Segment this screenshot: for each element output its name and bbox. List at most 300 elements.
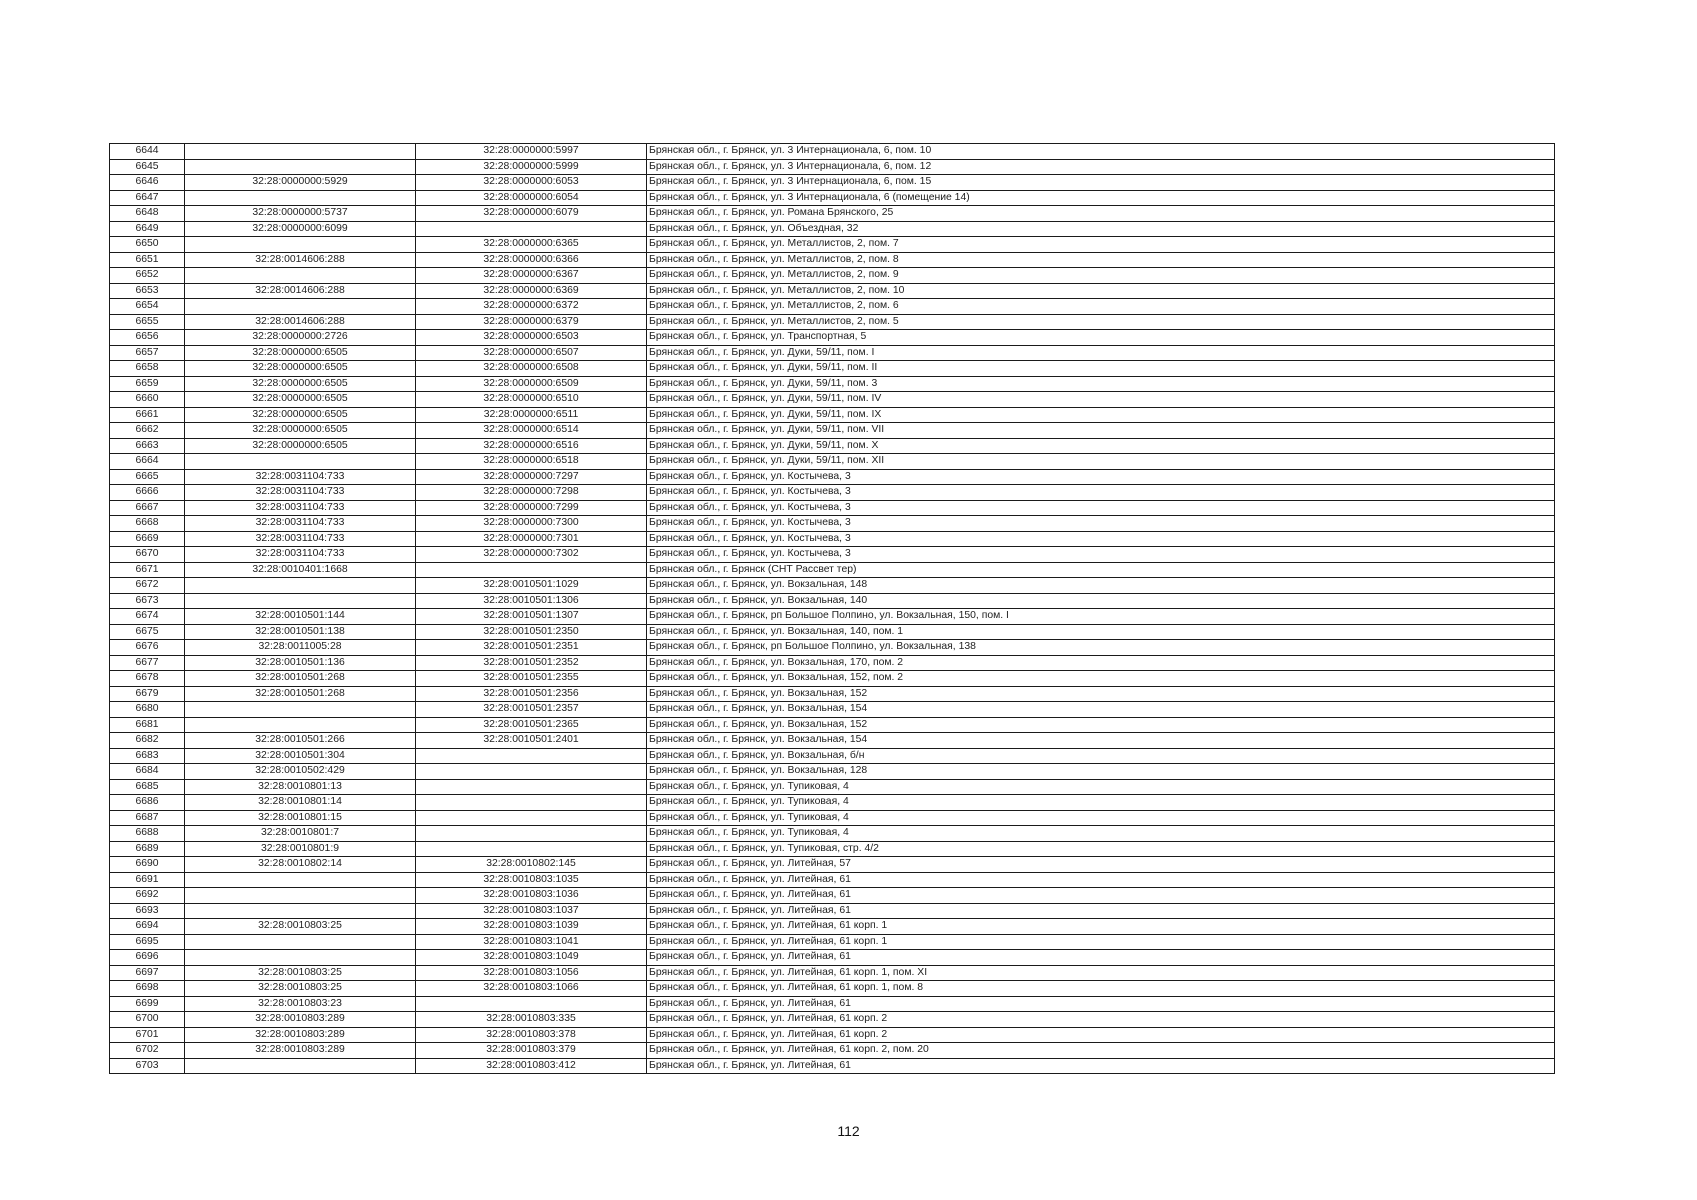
cadastral-number-object-cell: 32:28:0000000:7297: [416, 469, 647, 485]
address-cell: Брянская обл., г. Брянск, ул. Литейная, 61 корп. 1: [647, 934, 1555, 950]
row-number-cell: 6662: [110, 423, 185, 439]
table-row: [110, 531, 1555, 547]
cadastral-number-parent-cell: 32:28:0010401:1668: [185, 562, 416, 578]
cadastral-number-parent-cell: 32:28:0014606:288: [185, 314, 416, 330]
cadastral-number-object-cell: [416, 748, 647, 764]
table-row: [110, 888, 1555, 904]
cadastral-number-object-cell: 32:28:0010803:1041: [416, 934, 647, 950]
row-number-cell: 6677: [110, 655, 185, 671]
address-cell: Брянская обл., г. Брянск, ул. 3 Интернационала, 6, пом. 15: [647, 175, 1555, 191]
table-row: [110, 826, 1555, 842]
row-number-cell: 6682: [110, 733, 185, 749]
cadastral-number-object-cell: 32:28:0000000:6516: [416, 438, 647, 454]
row-number-cell: 6693: [110, 903, 185, 919]
address-cell: Брянская обл., г. Брянск, ул. 3 Интернационала, 6, пом. 10: [647, 144, 1555, 160]
table-row: [110, 655, 1555, 671]
table-row: [110, 469, 1555, 485]
table-row: [110, 624, 1555, 640]
table-row: [110, 748, 1555, 764]
cadastral-number-object-cell: 32:28:0010803:1056: [416, 965, 647, 981]
address-cell: Брянская обл., г. Брянск, ул. Объездная, 32: [647, 221, 1555, 237]
cadastral-number-parent-cell: 32:28:0011005:28: [185, 640, 416, 656]
address-cell: Брянская обл., г. Брянск, ул. Литейная, 61: [647, 903, 1555, 919]
cadastral-number-object-cell: 32:28:0010501:2351: [416, 640, 647, 656]
address-cell: Брянская обл., г. Брянск, ул. Костычева, 3: [647, 485, 1555, 501]
cadastral-number-parent-cell: 32:28:0000000:5929: [185, 175, 416, 191]
row-number-cell: 6660: [110, 392, 185, 408]
registry-table-body: [110, 144, 1555, 1074]
cadastral-number-parent-cell: 32:28:0010501:138: [185, 624, 416, 640]
registry-table: [109, 143, 1555, 1074]
row-number-cell: 6673: [110, 593, 185, 609]
row-number-cell: 6655: [110, 314, 185, 330]
address-cell: Брянская обл., г. Брянск, ул. Вокзальная, 170, пом. 2: [647, 655, 1555, 671]
address-cell: Брянская обл., г. Брянск, ул. Литейная, 61: [647, 950, 1555, 966]
row-number-cell: 6652: [110, 268, 185, 284]
table-row: [110, 841, 1555, 857]
cadastral-number-object-cell: 32:28:0000000:7300: [416, 516, 647, 532]
cadastral-number-object-cell: 32:28:0010501:2365: [416, 717, 647, 733]
cadastral-number-object-cell: 32:28:0000000:6508: [416, 361, 647, 377]
cadastral-number-parent-cell: 32:28:0031104:733: [185, 485, 416, 501]
row-number-cell: 6651: [110, 252, 185, 268]
cadastral-number-parent-cell: 32:28:0000000:2726: [185, 330, 416, 346]
address-cell: Брянская обл., г. Брянск, ул. Литейная, 57: [647, 857, 1555, 873]
table-row: [110, 438, 1555, 454]
cadastral-number-parent-cell: 32:28:0031104:733: [185, 531, 416, 547]
row-number-cell: 6689: [110, 841, 185, 857]
address-cell: Брянская обл., г. Брянск, ул. Литейная, 61 корп. 1, пом. XI: [647, 965, 1555, 981]
address-cell: Брянская обл., г. Брянск, ул. 3 Интернационала, 6, пом. 12: [647, 159, 1555, 175]
row-number-cell: 6681: [110, 717, 185, 733]
row-number-cell: 6684: [110, 764, 185, 780]
table-row: [110, 578, 1555, 594]
table-row: [110, 671, 1555, 687]
cadastral-number-parent-cell: 32:28:0010803:25: [185, 981, 416, 997]
table-row: [110, 299, 1555, 315]
cadastral-number-object-cell: 32:28:0000000:5997: [416, 144, 647, 160]
cadastral-number-object-cell: [416, 841, 647, 857]
table-row: [110, 454, 1555, 470]
row-number-cell: 6698: [110, 981, 185, 997]
cadastral-number-parent-cell: [185, 299, 416, 315]
address-cell: Брянская обл., г. Брянск, ул. Вокзальная, 154: [647, 733, 1555, 749]
cadastral-number-parent-cell: [185, 717, 416, 733]
cadastral-number-parent-cell: 32:28:0010802:14: [185, 857, 416, 873]
cadastral-number-parent-cell: 32:28:0010801:9: [185, 841, 416, 857]
cadastral-number-object-cell: 32:28:0010501:1029: [416, 578, 647, 594]
row-number-cell: 6663: [110, 438, 185, 454]
row-number-cell: 6664: [110, 454, 185, 470]
row-number-cell: 6658: [110, 361, 185, 377]
table-row: [110, 361, 1555, 377]
row-number-cell: 6699: [110, 996, 185, 1012]
row-number-cell: 6696: [110, 950, 185, 966]
cadastral-number-object-cell: 32:28:0000000:6054: [416, 190, 647, 206]
address-cell: Брянская обл., г. Брянск, ул. Транспортная, 5: [647, 330, 1555, 346]
address-cell: Брянская обл., г. Брянск, ул. Дуки, 59/11, пом. VII: [647, 423, 1555, 439]
row-number-cell: 6688: [110, 826, 185, 842]
cadastral-number-parent-cell: 32:28:0000000:6505: [185, 438, 416, 454]
address-cell: Брянская обл., г. Брянск, ул. 3 Интернационала, 6 (помещение 14): [647, 190, 1555, 206]
cadastral-number-parent-cell: [185, 578, 416, 594]
table-row: [110, 407, 1555, 423]
address-cell: Брянская обл., г. Брянск, ул. Дуки, 59/11, пом. IV: [647, 392, 1555, 408]
table-row: [110, 1012, 1555, 1028]
address-cell: Брянская обл., г. Брянск, ул. Литейная, 61: [647, 888, 1555, 904]
cadastral-number-object-cell: 32:28:0010803:378: [416, 1027, 647, 1043]
cadastral-number-object-cell: 32:28:0000000:6518: [416, 454, 647, 470]
cadastral-number-parent-cell: 32:28:0010501:268: [185, 686, 416, 702]
cadastral-number-parent-cell: 32:28:0010803:25: [185, 919, 416, 935]
address-cell: Брянская обл., г. Брянск, ул. Вокзальная, 152: [647, 686, 1555, 702]
cadastral-number-object-cell: 32:28:0000000:6367: [416, 268, 647, 284]
row-number-cell: 6692: [110, 888, 185, 904]
cadastral-number-object-cell: 32:28:0010803:1036: [416, 888, 647, 904]
row-number-cell: 6650: [110, 237, 185, 253]
cadastral-number-parent-cell: [185, 268, 416, 284]
row-number-cell: 6671: [110, 562, 185, 578]
address-cell: Брянская обл., г. Брянск, ул. Литейная, 61 корп. 2: [647, 1012, 1555, 1028]
table-row: [110, 857, 1555, 873]
address-cell: Брянская обл., г. Брянск, ул. Металлистов, 2, пом. 10: [647, 283, 1555, 299]
table-row: [110, 392, 1555, 408]
cadastral-number-object-cell: 32:28:0000000:6379: [416, 314, 647, 330]
cadastral-number-parent-cell: 32:28:0010803:23: [185, 996, 416, 1012]
cadastral-number-object-cell: 32:28:0010803:412: [416, 1058, 647, 1074]
cadastral-number-parent-cell: 32:28:0010501:144: [185, 609, 416, 625]
address-cell: Брянская обл., г. Брянск, ул. Костычева, 3: [647, 547, 1555, 563]
address-cell: Брянская обл., г. Брянск, ул. Костычева, 3: [647, 469, 1555, 485]
cadastral-number-parent-cell: 32:28:0000000:6505: [185, 407, 416, 423]
table-row: [110, 516, 1555, 532]
address-cell: Брянская обл., г. Брянск, ул. Дуки, 59/11, пом. XII: [647, 454, 1555, 470]
row-number-cell: 6659: [110, 376, 185, 392]
table-row: [110, 376, 1555, 392]
table-row: [110, 702, 1555, 718]
cadastral-number-object-cell: 32:28:0010501:2401: [416, 733, 647, 749]
cadastral-number-object-cell: 32:28:0010803:1049: [416, 950, 647, 966]
address-cell: Брянская обл., г. Брянск, ул. Вокзальная, 152, пом. 2: [647, 671, 1555, 687]
table-row: [110, 919, 1555, 935]
address-cell: Брянская обл., г. Брянск, ул. Дуки, 59/11, пом. II: [647, 361, 1555, 377]
cadastral-number-parent-cell: [185, 702, 416, 718]
cadastral-number-object-cell: 32:28:0000000:6511: [416, 407, 647, 423]
row-number-cell: 6647: [110, 190, 185, 206]
cadastral-number-parent-cell: 32:28:0014606:288: [185, 252, 416, 268]
address-cell: Брянская обл., г. Брянск, ул. Литейная, 61: [647, 1058, 1555, 1074]
row-number-cell: 6666: [110, 485, 185, 501]
table-row: [110, 547, 1555, 563]
table-row: [110, 159, 1555, 175]
table-row: [110, 345, 1555, 361]
address-cell: Брянская обл., г. Брянск, ул. Тупиковая, стр. 4/2: [647, 841, 1555, 857]
row-number-cell: 6701: [110, 1027, 185, 1043]
table-row: [110, 330, 1555, 346]
row-number-cell: 6675: [110, 624, 185, 640]
cadastral-number-parent-cell: 32:28:0000000:6505: [185, 392, 416, 408]
table-row: [110, 237, 1555, 253]
cadastral-number-object-cell: 32:28:0010501:2357: [416, 702, 647, 718]
address-cell: Брянская обл., г. Брянск, ул. Металлистов, 2, пом. 7: [647, 237, 1555, 253]
cadastral-number-object-cell: 32:28:0010803:379: [416, 1043, 647, 1059]
cadastral-number-parent-cell: 32:28:0010801:7: [185, 826, 416, 842]
table-row: [110, 423, 1555, 439]
table-row: [110, 996, 1555, 1012]
address-cell: Брянская обл., г. Брянск, ул. Тупиковая, 4: [647, 826, 1555, 842]
cadastral-number-object-cell: [416, 562, 647, 578]
table-row: [110, 810, 1555, 826]
address-cell: Брянская обл., г. Брянск (СНТ Рассвет тер): [647, 562, 1555, 578]
cadastral-number-parent-cell: 32:28:0031104:733: [185, 469, 416, 485]
row-number-cell: 6648: [110, 206, 185, 222]
row-number-cell: 6700: [110, 1012, 185, 1028]
table-row: [110, 795, 1555, 811]
cadastral-number-parent-cell: 32:28:0010801:15: [185, 810, 416, 826]
address-cell: Брянская обл., г. Брянск, ул. Вокзальная, 148: [647, 578, 1555, 594]
cadastral-number-parent-cell: 32:28:0000000:6505: [185, 376, 416, 392]
address-cell: Брянская обл., г. Брянск, рп Большое Полпино, ул. Вокзальная, 150, пом. I: [647, 609, 1555, 625]
cadastral-number-object-cell: 32:28:0010803:1035: [416, 872, 647, 888]
table-row: [110, 221, 1555, 237]
cadastral-number-object-cell: 32:28:0010803:1037: [416, 903, 647, 919]
cadastral-number-parent-cell: [185, 454, 416, 470]
row-number-cell: 6685: [110, 779, 185, 795]
cadastral-number-object-cell: 32:28:0000000:6509: [416, 376, 647, 392]
row-number-cell: 6645: [110, 159, 185, 175]
address-cell: Брянская обл., г. Брянск, ул. Металлистов, 2, пом. 8: [647, 252, 1555, 268]
table-row: [110, 252, 1555, 268]
address-cell: Брянская обл., г. Брянск, ул. Литейная, 61 корп. 1, пом. 8: [647, 981, 1555, 997]
row-number-cell: 6687: [110, 810, 185, 826]
cadastral-number-parent-cell: [185, 934, 416, 950]
cadastral-number-parent-cell: 32:28:0000000:6505: [185, 345, 416, 361]
address-cell: Брянская обл., г. Брянск, ул. Вокзальная, 140: [647, 593, 1555, 609]
cadastral-number-object-cell: 32:28:0000000:6366: [416, 252, 647, 268]
cadastral-number-parent-cell: [185, 903, 416, 919]
cadastral-number-parent-cell: [185, 1058, 416, 1074]
table-row: [110, 314, 1555, 330]
cadastral-number-parent-cell: [185, 190, 416, 206]
row-number-cell: 6690: [110, 857, 185, 873]
cadastral-number-object-cell: 32:28:0010501:2352: [416, 655, 647, 671]
cadastral-number-parent-cell: 32:28:0010803:289: [185, 1027, 416, 1043]
row-number-cell: 6670: [110, 547, 185, 563]
cadastral-number-object-cell: 32:28:0000000:6514: [416, 423, 647, 439]
cadastral-number-parent-cell: 32:28:0010502:429: [185, 764, 416, 780]
cadastral-number-parent-cell: 32:28:0010501:304: [185, 748, 416, 764]
row-number-cell: 6679: [110, 686, 185, 702]
table-row: [110, 500, 1555, 516]
row-number-cell: 6703: [110, 1058, 185, 1074]
table-row: [110, 1027, 1555, 1043]
table-row: [110, 593, 1555, 609]
address-cell: Брянская обл., г. Брянск, ул. Тупиковая, 4: [647, 810, 1555, 826]
table-row: [110, 779, 1555, 795]
table-row: [110, 609, 1555, 625]
cadastral-number-object-cell: 32:28:0000000:6372: [416, 299, 647, 315]
cadastral-number-object-cell: 32:28:0000000:6507: [416, 345, 647, 361]
table-row: [110, 1043, 1555, 1059]
cadastral-number-object-cell: 32:28:0010501:2355: [416, 671, 647, 687]
row-number-cell: 6657: [110, 345, 185, 361]
row-number-cell: 6646: [110, 175, 185, 191]
table-row: [110, 283, 1555, 299]
cadastral-number-object-cell: 32:28:0010501:2356: [416, 686, 647, 702]
table-row: [110, 981, 1555, 997]
table-row: [110, 764, 1555, 780]
table-row: [110, 965, 1555, 981]
table-row: [110, 562, 1555, 578]
cadastral-number-object-cell: 32:28:0000000:6365: [416, 237, 647, 253]
cadastral-number-object-cell: 32:28:0000000:6053: [416, 175, 647, 191]
cadastral-number-object-cell: 32:28:0000000:7301: [416, 531, 647, 547]
cadastral-number-object-cell: 32:28:0010803:1039: [416, 919, 647, 935]
row-number-cell: 6683: [110, 748, 185, 764]
table-row: [110, 485, 1555, 501]
cadastral-number-object-cell: 32:28:0000000:5999: [416, 159, 647, 175]
cadastral-number-parent-cell: 32:28:0000000:6505: [185, 361, 416, 377]
cadastral-number-parent-cell: 32:28:0014606:288: [185, 283, 416, 299]
address-cell: Брянская обл., г. Брянск, ул. Вокзальная, б/н: [647, 748, 1555, 764]
cadastral-number-object-cell: 32:28:0010802:145: [416, 857, 647, 873]
table-row: [110, 144, 1555, 160]
table-row: [110, 934, 1555, 950]
table-row: [110, 175, 1555, 191]
cadastral-number-parent-cell: 32:28:0010501:268: [185, 671, 416, 687]
row-number-cell: 6654: [110, 299, 185, 315]
row-number-cell: 6668: [110, 516, 185, 532]
row-number-cell: 6695: [110, 934, 185, 950]
cadastral-number-parent-cell: 32:28:0010501:136: [185, 655, 416, 671]
cadastral-number-object-cell: 32:28:0010501:1306: [416, 593, 647, 609]
row-number-cell: 6672: [110, 578, 185, 594]
page-number: 112: [837, 1123, 860, 1139]
cadastral-number-parent-cell: [185, 872, 416, 888]
address-cell: Брянская обл., г. Брянск, ул. Металлистов, 2, пом. 9: [647, 268, 1555, 284]
address-cell: Брянская обл., г. Брянск, ул. Дуки, 59/11, пом. 3: [647, 376, 1555, 392]
address-cell: Брянская обл., г. Брянск, ул. Металлистов, 2, пом. 5: [647, 314, 1555, 330]
cadastral-number-parent-cell: 32:28:0010501:266: [185, 733, 416, 749]
cadastral-number-object-cell: 32:28:0000000:7298: [416, 485, 647, 501]
table-row: [110, 640, 1555, 656]
cadastral-number-parent-cell: 32:28:0031104:733: [185, 516, 416, 532]
row-number-cell: 6644: [110, 144, 185, 160]
cadastral-number-object-cell: [416, 764, 647, 780]
cadastral-number-object-cell: 32:28:0000000:6503: [416, 330, 647, 346]
address-cell: Брянская обл., г. Брянск, ул. Костычева, 3: [647, 516, 1555, 532]
table-row: [110, 872, 1555, 888]
cadastral-number-parent-cell: 32:28:0000000:6505: [185, 423, 416, 439]
table-row: [110, 686, 1555, 702]
cadastral-number-parent-cell: [185, 593, 416, 609]
address-cell: Брянская обл., г. Брянск, ул. Вокзальная, 154: [647, 702, 1555, 718]
cadastral-number-object-cell: 32:28:0010501:1307: [416, 609, 647, 625]
cadastral-number-parent-cell: 32:28:0010803:289: [185, 1043, 416, 1059]
table-row: [110, 206, 1555, 222]
address-cell: Брянская обл., г. Брянск, ул. Литейная, 61 корп. 1: [647, 919, 1555, 935]
row-number-cell: 6661: [110, 407, 185, 423]
cadastral-number-object-cell: 32:28:0010803:335: [416, 1012, 647, 1028]
row-number-cell: 6691: [110, 872, 185, 888]
row-number-cell: 6674: [110, 609, 185, 625]
row-number-cell: 6697: [110, 965, 185, 981]
row-number-cell: 6653: [110, 283, 185, 299]
address-cell: Брянская обл., г. Брянск, ул. Литейная, 61: [647, 872, 1555, 888]
row-number-cell: 6649: [110, 221, 185, 237]
cadastral-number-parent-cell: 32:28:0010803:25: [185, 965, 416, 981]
cadastral-number-parent-cell: 32:28:0031104:733: [185, 500, 416, 516]
cadastral-number-parent-cell: [185, 237, 416, 253]
address-cell: Брянская обл., г. Брянск, ул. Дуки, 59/11, пом. X: [647, 438, 1555, 454]
address-cell: Брянская обл., г. Брянск, ул. Дуки, 59/11, пом. I: [647, 345, 1555, 361]
cadastral-number-object-cell: 32:28:0000000:6510: [416, 392, 647, 408]
cadastral-number-parent-cell: [185, 888, 416, 904]
cadastral-number-parent-cell: 32:28:0010801:13: [185, 779, 416, 795]
table-row: [110, 950, 1555, 966]
address-cell: Брянская обл., г. Брянск, ул. Костычева, 3: [647, 531, 1555, 547]
cadastral-number-object-cell: [416, 996, 647, 1012]
cadastral-number-object-cell: [416, 826, 647, 842]
cadastral-number-parent-cell: 32:28:0000000:5737: [185, 206, 416, 222]
cadastral-number-object-cell: [416, 221, 647, 237]
cadastral-number-object-cell: 32:28:0000000:6079: [416, 206, 647, 222]
cadastral-number-parent-cell: 32:28:0010801:14: [185, 795, 416, 811]
table-row: [110, 717, 1555, 733]
address-cell: Брянская обл., г. Брянск, ул. Вокзальная, 140, пом. 1: [647, 624, 1555, 640]
cadastral-number-parent-cell: 32:28:0031104:733: [185, 547, 416, 563]
address-cell: Брянская обл., г. Брянск, ул. Вокзальная, 152: [647, 717, 1555, 733]
cadastral-number-parent-cell: 32:28:0000000:6099: [185, 221, 416, 237]
row-number-cell: 6680: [110, 702, 185, 718]
cadastral-number-object-cell: [416, 779, 647, 795]
address-cell: Брянская обл., г. Брянск, рп Большое Полпино, ул. Вокзальная, 138: [647, 640, 1555, 656]
cadastral-number-object-cell: [416, 795, 647, 811]
address-cell: Брянская обл., г. Брянск, ул. Дуки, 59/11, пом. IX: [647, 407, 1555, 423]
cadastral-number-object-cell: [416, 810, 647, 826]
address-cell: Брянская обл., г. Брянск, ул. Тупиковая, 4: [647, 779, 1555, 795]
row-number-cell: 6702: [110, 1043, 185, 1059]
row-number-cell: 6676: [110, 640, 185, 656]
row-number-cell: 6694: [110, 919, 185, 935]
row-number-cell: 6656: [110, 330, 185, 346]
cadastral-number-object-cell: 32:28:0000000:7302: [416, 547, 647, 563]
address-cell: Брянская обл., г. Брянск, ул. Литейная, 61 корп. 2: [647, 1027, 1555, 1043]
cadastral-number-parent-cell: [185, 159, 416, 175]
row-number-cell: 6667: [110, 500, 185, 516]
table-row: [110, 1058, 1555, 1074]
address-cell: Брянская обл., г. Брянск, ул. Романа Брянского, 25: [647, 206, 1555, 222]
table-row: [110, 190, 1555, 206]
table-row: [110, 903, 1555, 919]
address-cell: Брянская обл., г. Брянск, ул. Вокзальная, 128: [647, 764, 1555, 780]
address-cell: Брянская обл., г. Брянск, ул. Литейная, 61: [647, 996, 1555, 1012]
cadastral-number-object-cell: 32:28:0010803:1066: [416, 981, 647, 997]
address-cell: Брянская обл., г. Брянск, ул. Тупиковая, 4: [647, 795, 1555, 811]
cadastral-number-object-cell: 32:28:0010501:2350: [416, 624, 647, 640]
cadastral-number-parent-cell: [185, 144, 416, 160]
row-number-cell: 6686: [110, 795, 185, 811]
row-number-cell: 6665: [110, 469, 185, 485]
table-row: [110, 733, 1555, 749]
cadastral-number-object-cell: 32:28:0000000:6369: [416, 283, 647, 299]
table-row: [110, 268, 1555, 284]
address-cell: Брянская обл., г. Брянск, ул. Литейная, 61 корп. 2, пом. 20: [647, 1043, 1555, 1059]
address-cell: Брянская обл., г. Брянск, ул. Металлистов, 2, пом. 6: [647, 299, 1555, 315]
cadastral-number-parent-cell: [185, 950, 416, 966]
cadastral-number-object-cell: 32:28:0000000:7299: [416, 500, 647, 516]
cadastral-number-parent-cell: 32:28:0010803:289: [185, 1012, 416, 1028]
